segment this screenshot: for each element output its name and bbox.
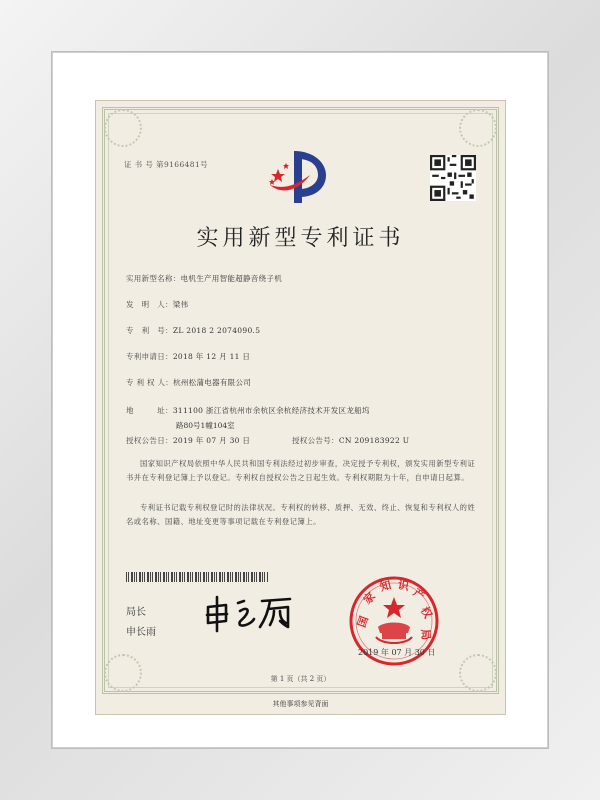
field-label: 专 利 号： [126,326,173,335]
field-patent-holder [126,377,251,388]
field-label: 地 址： [126,406,173,415]
field-grant-number [292,435,409,446]
certificate-paragraph-1: 国家知识产权局依照中华人民共和国专利法经过初步审查，决定授予专利权，颁发实用新型专利证书并在专利登记簿上予以登记。专利权自授权公告之日起生效。专利权期限为十年，自申请日起算。 [126,459,476,483]
field-value: 2019 年 07 月 30 日 [172,436,251,445]
svg-text:局: 局 [418,628,433,641]
field-value: 电机生产用智能超静音绕子机 [180,274,283,283]
svg-text:家: 家 [360,589,378,607]
field-address [126,405,370,416]
svg-text:权: 权 [417,604,435,621]
field-label: 专 利 权 人： [126,378,174,387]
director-title: 局长 [126,607,146,618]
svg-text:识: 识 [396,578,410,594]
corner-ornament-top-right [459,109,497,147]
certificate-number: 证 书 号 第9166481号 [124,160,209,169]
corner-ornament-top-left [104,109,142,147]
field-value: 梁伟 [172,300,189,309]
cnipa-logo-icon [264,145,332,205]
field-utility-model-name [126,273,282,284]
field-grant-date [126,435,250,446]
svg-text:国: 国 [354,614,371,630]
field-inventor [126,299,188,310]
field-value: ZL 2018 2 2074090.5 [172,326,261,335]
svg-text:知: 知 [378,578,393,594]
footer-note: 其他事项参见背面 [272,700,329,708]
field-label: 专利申请日： [126,352,173,361]
certificate-paper [96,101,505,714]
field-value: CN 209183922 U [338,436,410,445]
field-label: 实用新型名称： [126,274,181,283]
field-value: 杭州松蒲电器有限公司 [173,378,252,387]
field-label: 授权公告号： [292,436,339,445]
corner-ornament-bottom-right [459,654,497,692]
field-value: 311100 浙江省杭州市余杭区余杭经济技术开发区龙船坞 [172,406,370,415]
field-value: 2018 年 12 月 11 日 [172,352,251,361]
svg-text:产: 产 [410,585,428,603]
corner-ornament-bottom-left [104,654,142,692]
barcode [126,572,268,582]
address-line-2: 路80号1幢104室 [176,421,235,430]
page-number: 第 1 页（共 2 页） [270,675,331,683]
certificate-paragraph-2: 专利证书记载专利权登记时的法律状况。专利权的转移、质押、无效、终止、恢复和专利权人的姓名或名称、国籍、地址变更等事项记载在专利登记簿上。 [126,503,476,527]
certificate-title: 实用新型专利证书 [196,226,405,251]
field-filing-date [126,351,250,362]
field-patent-number [126,325,260,336]
qr-code-icon [430,155,476,201]
field-label: 授权公告日： [126,436,173,445]
director-name: 申长雨 [126,627,156,638]
seal-date: 2019 年 07 月 30 日 [358,648,436,657]
field-label: 发 明 人： [126,300,173,309]
signature-icon [204,593,300,633]
